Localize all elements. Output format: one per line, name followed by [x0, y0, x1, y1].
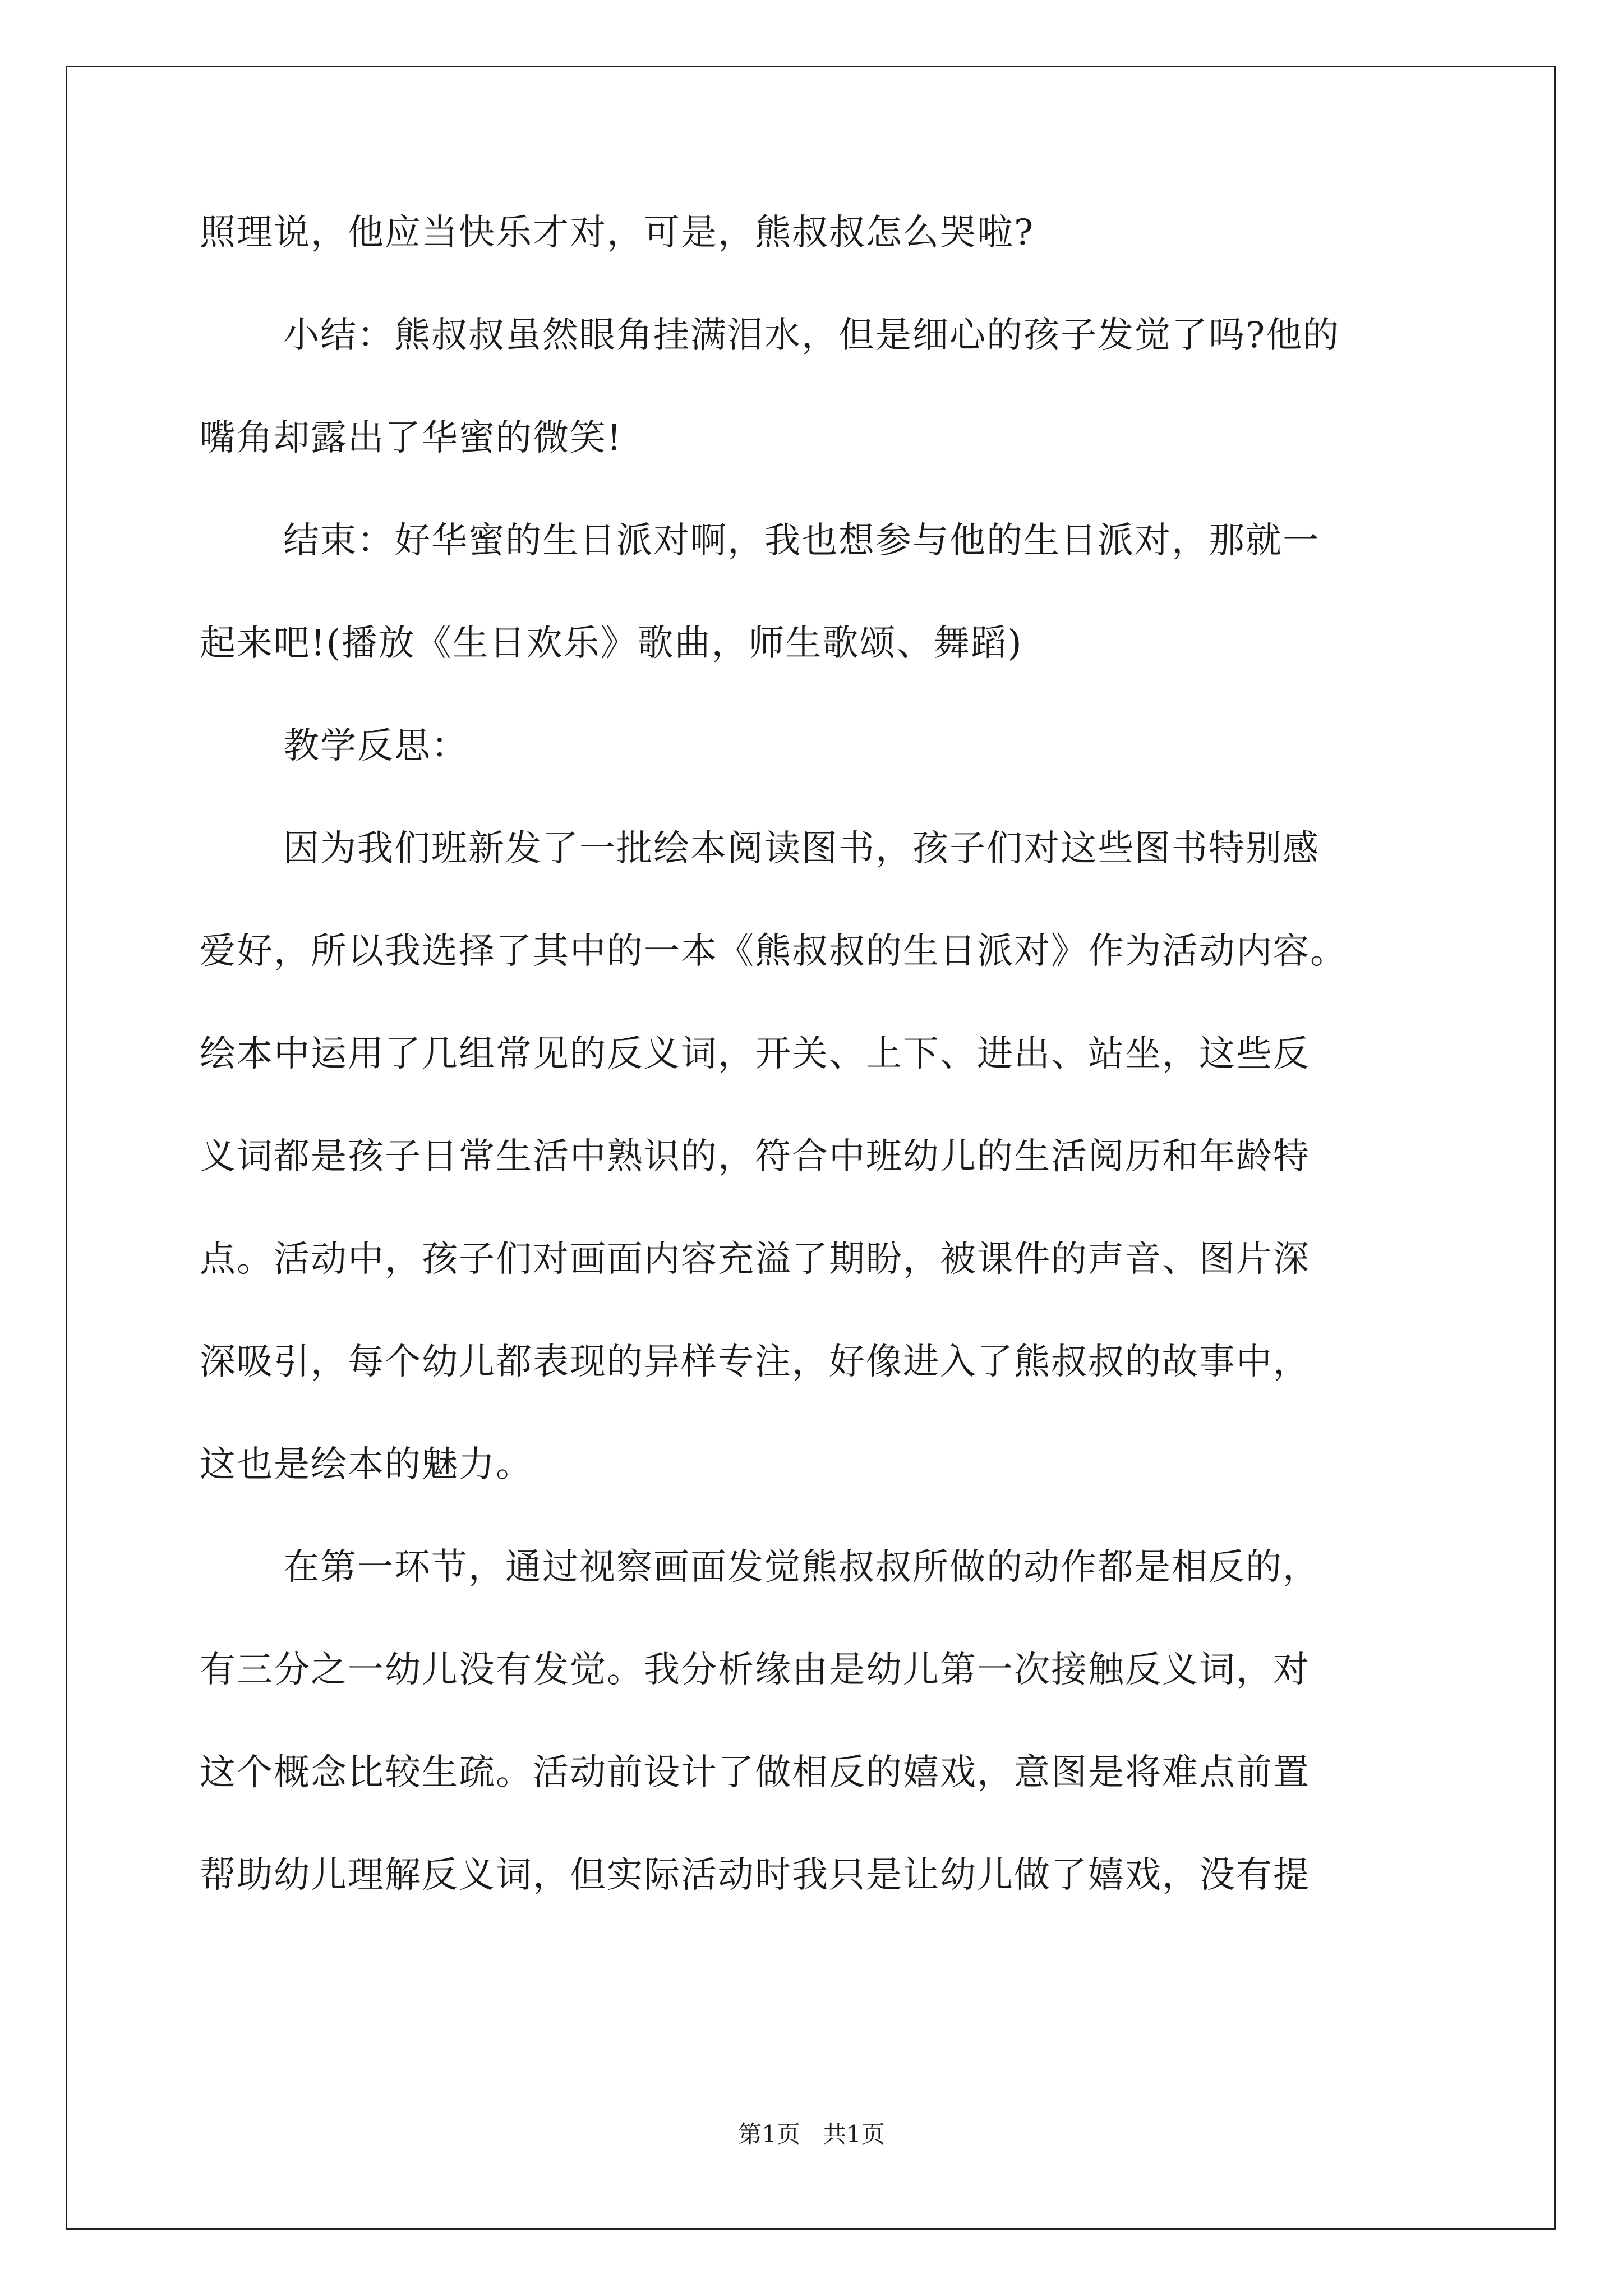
- text-line: 义词都是孩子日常生活中熟识的，符合中班幼儿的生活阅历和年龄特: [200, 1136, 1310, 1177]
- text-line: 因为我们班新发了一批绘本阅读图书，孩子们对这些图书特别感: [283, 828, 1320, 869]
- text-line: 这个概念比较生疏。活动前设计了做相反的嬉戏，意图是将难点前置: [200, 1752, 1310, 1793]
- text-line: 爱好，所以我选择了其中的一本《熊叔叔的生日派对》作为活动内容。: [200, 931, 1347, 972]
- text-line: 绘本中运用了几组常见的反义词，开关、上下、进出、站坐，这些反: [200, 1033, 1310, 1075]
- text-line: 这也是绘本的魅力。: [200, 1444, 533, 1485]
- section-heading: 教学反思：: [283, 725, 468, 767]
- text-line: 深吸引，每个幼儿都表现的异样专注，好像进入了熊叔叔的故事中，: [200, 1341, 1310, 1383]
- text-line: 照理说，他应当快乐才对，可是，熊叔叔怎么哭啦?: [200, 212, 1035, 254]
- text-line: 结束：好华蜜的生日派对啊，我也想参与他的生日派对，那就一: [283, 520, 1320, 562]
- page-number-footer: 第1页 共1页: [738, 2120, 885, 2148]
- text-line: 小结：熊叔叔虽然眼角挂满泪水，但是细心的孩子发觉了吗?他的: [283, 315, 1340, 356]
- text-line: 点。活动中，孩子们对画面内容充溢了期盼，被课件的声音、图片深: [200, 1239, 1310, 1280]
- text-line: 起来吧!(播放《生日欢乐》歌曲，师生歌颂、舞蹈): [200, 623, 1023, 664]
- text-line: 帮助幼儿理解反义词，但实际活动时我只是让幼儿做了嬉戏，没有提: [200, 1855, 1310, 1896]
- text-line: 在第一环节，通过视察画面发觉熊叔叔所做的动作都是相反的，: [283, 1547, 1320, 1588]
- text-line: 嘴角却露出了华蜜的微笑!: [200, 417, 623, 459]
- text-line: 有三分之一幼儿没有发觉。我分析缘由是幼儿第一次接触反义词，对: [200, 1649, 1310, 1691]
